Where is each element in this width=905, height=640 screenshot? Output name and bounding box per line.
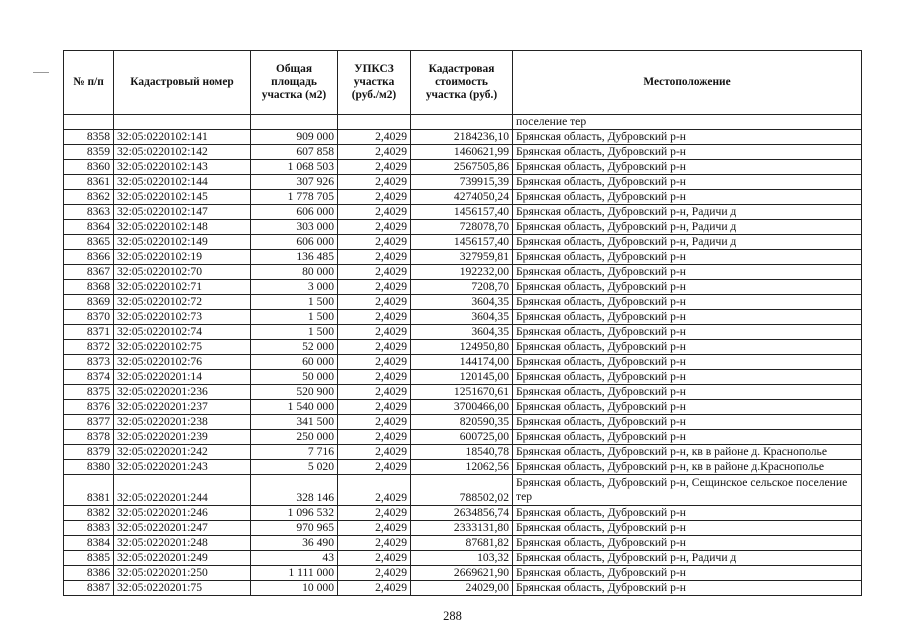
- cadastral-cost: 18540,78: [411, 445, 513, 460]
- plot-area: 909 000: [251, 130, 338, 145]
- upksz-value: 2,4029: [338, 400, 411, 415]
- cadastral-cost: 7208,70: [411, 280, 513, 295]
- row-number: 8368: [64, 280, 114, 295]
- cadastral-cost: 3604,35: [411, 310, 513, 325]
- cadastral-number: 32:05:0220102:147: [114, 205, 251, 220]
- header-cadastral: Кадастровый номер: [114, 51, 251, 115]
- row-number: 8384: [64, 536, 114, 551]
- table-row: [64, 220, 862, 235]
- plot-location: Брянская область, Дубровский р-н: [513, 430, 862, 445]
- plot-area: 7 716: [251, 445, 338, 460]
- table-row: [64, 400, 862, 415]
- row-number: 8370: [64, 310, 114, 325]
- table-row: [64, 415, 862, 430]
- cadastral-number: 32:05:0220102:144: [114, 175, 251, 190]
- plot-area: 136 485: [251, 250, 338, 265]
- table-row: [64, 130, 862, 145]
- table-row: [64, 175, 862, 190]
- cadastral-number: 32:05:0220201:75: [114, 581, 251, 596]
- plot-location: Брянская область, Дубровский р-н: [513, 385, 862, 400]
- row-number: 8360: [64, 160, 114, 175]
- row-number: 8371: [64, 325, 114, 340]
- plot-area: 307 926: [251, 175, 338, 190]
- plot-area: 10 000: [251, 581, 338, 596]
- cadastral-cost: 2634856,74: [411, 506, 513, 521]
- row-number: 8372: [64, 340, 114, 355]
- plot-area: 1 500: [251, 325, 338, 340]
- row-number: 8377: [64, 415, 114, 430]
- upksz-value: 2,4029: [338, 160, 411, 175]
- margin-mark: [33, 72, 49, 73]
- plot-location: Брянская область, Дубровский р-н: [513, 581, 862, 596]
- upksz-value: 2,4029: [338, 506, 411, 521]
- row-number: 8364: [64, 220, 114, 235]
- row-number: 8365: [64, 235, 114, 250]
- plot-location: Брянская область, Дубровский р-н: [513, 310, 862, 325]
- cadastral-cost: 3604,35: [411, 325, 513, 340]
- plot-location: Брянская область, Дубровский р-н, кв в районе д. Краснополье: [513, 445, 862, 460]
- plot-area: 250 000: [251, 430, 338, 445]
- plot-location: Брянская область, Дубровский р-н: [513, 521, 862, 536]
- plot-location: Брянская область, Дубровский р-н, Радичи д: [513, 220, 862, 235]
- plot-area: 50 000: [251, 370, 338, 385]
- row-number: 8376: [64, 400, 114, 415]
- plot-location: Брянская область, Дубровский р-н, Радичи д: [513, 551, 862, 566]
- cadastral-number: 32:05:0220201:248: [114, 536, 251, 551]
- plot-area: 1 500: [251, 295, 338, 310]
- plot-area: 520 900: [251, 385, 338, 400]
- land-plot-table: [63, 50, 862, 596]
- plot-area: 606 000: [251, 205, 338, 220]
- table-row: [64, 325, 862, 340]
- continuation-text: поселение тер: [513, 115, 862, 130]
- cadastral-cost: 12062,56: [411, 460, 513, 475]
- cadastral-number: 32:05:0220102:73: [114, 310, 251, 325]
- table-row: [64, 430, 862, 445]
- row-number: 8363: [64, 205, 114, 220]
- upksz-value: 2,4029: [338, 581, 411, 596]
- plot-location: Брянская область, Дубровский р-н: [513, 506, 862, 521]
- upksz-value: 2,4029: [338, 235, 411, 250]
- cadastral-number: 32:05:0220102:143: [114, 160, 251, 175]
- cadastral-cost: 192232,00: [411, 265, 513, 280]
- table-row: [64, 566, 862, 581]
- cadastral-cost: 3700466,00: [411, 400, 513, 415]
- row-number: 8378: [64, 430, 114, 445]
- cadastral-cost: 87681,82: [411, 536, 513, 551]
- cadastral-cost: 2333131,80: [411, 521, 513, 536]
- continuation-row: [64, 115, 862, 130]
- upksz-value: 2,4029: [338, 175, 411, 190]
- upksz-value: 2,4029: [338, 370, 411, 385]
- plot-location: Брянская область, Дубровский р-н: [513, 325, 862, 340]
- upksz-value: 2,4029: [338, 130, 411, 145]
- cadastral-number: 32:05:0220102:74: [114, 325, 251, 340]
- cadastral-number: 32:05:0220102:149: [114, 235, 251, 250]
- table-row: [64, 581, 862, 596]
- row-number: 8373: [64, 355, 114, 370]
- plot-area: 1 540 000: [251, 400, 338, 415]
- upksz-value: 2,4029: [338, 325, 411, 340]
- upksz-value: 2,4029: [338, 385, 411, 400]
- upksz-value: 2,4029: [338, 310, 411, 325]
- table-row: [64, 205, 862, 220]
- cadastral-cost: 2184236,10: [411, 130, 513, 145]
- upksz-value: 2,4029: [338, 220, 411, 235]
- cadastral-cost: 124950,80: [411, 340, 513, 355]
- upksz-value: 2,4029: [338, 355, 411, 370]
- cadastral-cost: 728078,70: [411, 220, 513, 235]
- plot-location: Брянская область, Дубровский р-н, Сещинское сельское поселение тер: [513, 475, 862, 506]
- cadastral-number: 32:05:0220102:142: [114, 145, 251, 160]
- upksz-value: 2,4029: [338, 445, 411, 460]
- header-upksz: УПКСЗ участка (руб./м2): [338, 51, 411, 115]
- table-row: [64, 265, 862, 280]
- cadastral-number: 32:05:0220201:246: [114, 506, 251, 521]
- header-num: № п/п: [64, 51, 114, 115]
- plot-area: 36 490: [251, 536, 338, 551]
- continuation-blank: [251, 115, 338, 130]
- cadastral-number: 32:05:0220102:75: [114, 340, 251, 355]
- cadastral-cost: 1251670,61: [411, 385, 513, 400]
- continuation-blank: [338, 115, 411, 130]
- cadastral-number: 32:05:0220102:19: [114, 250, 251, 265]
- plot-area: 1 500: [251, 310, 338, 325]
- plot-location: Брянская область, Дубровский р-н: [513, 160, 862, 175]
- table-row: [64, 475, 862, 506]
- row-number: 8367: [64, 265, 114, 280]
- row-number: 8386: [64, 566, 114, 581]
- table-row: [64, 370, 862, 385]
- upksz-value: 2,4029: [338, 265, 411, 280]
- plot-location: Брянская область, Дубровский р-н: [513, 130, 862, 145]
- cadastral-cost: 103,32: [411, 551, 513, 566]
- plot-area: 43: [251, 551, 338, 566]
- cadastral-number: 32:05:0220201:238: [114, 415, 251, 430]
- upksz-value: 2,4029: [338, 551, 411, 566]
- row-number: 8379: [64, 445, 114, 460]
- cadastral-number: 32:05:0220201:236: [114, 385, 251, 400]
- row-number: 8361: [64, 175, 114, 190]
- plot-area: 1 068 503: [251, 160, 338, 175]
- plot-location: Брянская область, Дубровский р-н, кв в районе д.Краснополье: [513, 460, 862, 475]
- table-row: [64, 190, 862, 205]
- table-row: [64, 536, 862, 551]
- cadastral-number: 32:05:0220102:141: [114, 130, 251, 145]
- plot-area: 303 000: [251, 220, 338, 235]
- table-row: [64, 506, 862, 521]
- plot-area: 52 000: [251, 340, 338, 355]
- table-row: [64, 295, 862, 310]
- plot-area: 328 146: [251, 475, 338, 506]
- continuation-blank: [114, 115, 251, 130]
- upksz-value: 2,4029: [338, 536, 411, 551]
- upksz-value: 2,4029: [338, 280, 411, 295]
- plot-area: 606 000: [251, 235, 338, 250]
- table-header: [64, 51, 862, 115]
- plot-area: 3 000: [251, 280, 338, 295]
- cadastral-number: 32:05:0220201:250: [114, 566, 251, 581]
- row-number: 8375: [64, 385, 114, 400]
- table-row: [64, 280, 862, 295]
- cadastral-number: 32:05:0220102:76: [114, 355, 251, 370]
- cadastral-number: 32:05:0220102:148: [114, 220, 251, 235]
- plot-area: 1 096 532: [251, 506, 338, 521]
- plot-location: Брянская область, Дубровский р-н: [513, 370, 862, 385]
- row-number: 8369: [64, 295, 114, 310]
- upksz-value: 2,4029: [338, 430, 411, 445]
- cadastral-number: 32:05:0220201:14: [114, 370, 251, 385]
- cadastral-cost: 1456157,40: [411, 235, 513, 250]
- cadastral-cost: 120145,00: [411, 370, 513, 385]
- upksz-value: 2,4029: [338, 460, 411, 475]
- plot-location: Брянская область, Дубровский р-н: [513, 175, 862, 190]
- cadastral-cost: 24029,00: [411, 581, 513, 596]
- upksz-value: 2,4029: [338, 340, 411, 355]
- header-area: Общая площадь участка (м2): [251, 51, 338, 115]
- table-row: [64, 460, 862, 475]
- continuation-blank: [411, 115, 513, 130]
- plot-location: Брянская область, Дубровский р-н: [513, 536, 862, 551]
- plot-location: Брянская область, Дубровский р-н: [513, 566, 862, 581]
- plot-location: Брянская область, Дубровский р-н: [513, 250, 862, 265]
- plot-area: 80 000: [251, 265, 338, 280]
- plot-area: 1 111 000: [251, 566, 338, 581]
- cadastral-cost: 2567505,86: [411, 160, 513, 175]
- table-row: [64, 145, 862, 160]
- upksz-value: 2,4029: [338, 205, 411, 220]
- upksz-value: 2,4029: [338, 250, 411, 265]
- plot-location: Брянская область, Дубровский р-н, Радичи д: [513, 205, 862, 220]
- cadastral-cost: 739915,39: [411, 175, 513, 190]
- row-number: 8385: [64, 551, 114, 566]
- row-number: 8382: [64, 506, 114, 521]
- cadastral-number: 32:05:0220201:242: [114, 445, 251, 460]
- cadastral-cost: 788502,02: [411, 475, 513, 506]
- row-number: 8380: [64, 460, 114, 475]
- plot-area: 970 965: [251, 521, 338, 536]
- cadastral-cost: 600725,00: [411, 430, 513, 445]
- table-row: [64, 160, 862, 175]
- table-row: [64, 340, 862, 355]
- plot-area: 341 500: [251, 415, 338, 430]
- plot-location: Брянская область, Дубровский р-н: [513, 190, 862, 205]
- plot-location: Брянская область, Дубровский р-н: [513, 295, 862, 310]
- plot-location: Брянская область, Дубровский р-н: [513, 415, 862, 430]
- upksz-value: 2,4029: [338, 521, 411, 536]
- table-row: [64, 250, 862, 265]
- cadastral-cost: 327959,81: [411, 250, 513, 265]
- row-number: 8362: [64, 190, 114, 205]
- table-row: [64, 445, 862, 460]
- upksz-value: 2,4029: [338, 190, 411, 205]
- header-cost: Кадастровая стоимость участка (руб.): [411, 51, 513, 115]
- cadastral-cost: 820590,35: [411, 415, 513, 430]
- plot-location: Брянская область, Дубровский р-н, Радичи д: [513, 235, 862, 250]
- cadastral-number: 32:05:0220102:71: [114, 280, 251, 295]
- cadastral-number: 32:05:0220201:243: [114, 460, 251, 475]
- table-row: [64, 521, 862, 536]
- plot-location: Брянская область, Дубровский р-н: [513, 280, 862, 295]
- cadastral-cost: 144174,00: [411, 355, 513, 370]
- table-row: [64, 355, 862, 370]
- cadastral-cost: 1456157,40: [411, 205, 513, 220]
- continuation-blank: [64, 115, 114, 130]
- cadastral-number: 32:05:0220102:145: [114, 190, 251, 205]
- table-row: [64, 310, 862, 325]
- upksz-value: 2,4029: [338, 295, 411, 310]
- row-number: 8374: [64, 370, 114, 385]
- row-number: 8358: [64, 130, 114, 145]
- upksz-value: 2,4029: [338, 566, 411, 581]
- table-body: [64, 115, 862, 596]
- row-number: 8381: [64, 475, 114, 506]
- upksz-value: 2,4029: [338, 415, 411, 430]
- cadastral-number: 32:05:0220201:247: [114, 521, 251, 536]
- cadastral-number: 32:05:0220201:249: [114, 551, 251, 566]
- plot-location: Брянская область, Дубровский р-н: [513, 400, 862, 415]
- cadastral-cost: 4274050,24: [411, 190, 513, 205]
- plot-location: Брянская область, Дубровский р-н: [513, 355, 862, 370]
- plot-area: 607 858: [251, 145, 338, 160]
- cadastral-number: 32:05:0220102:70: [114, 265, 251, 280]
- header-location: Местоположение: [513, 51, 862, 115]
- page-number: 288: [443, 609, 462, 623]
- row-number: 8383: [64, 521, 114, 536]
- table-row: [64, 551, 862, 566]
- plot-location: Брянская область, Дубровский р-н: [513, 265, 862, 280]
- plot-location: Брянская область, Дубровский р-н: [513, 145, 862, 160]
- cadastral-cost: 1460621,99: [411, 145, 513, 160]
- cadastral-cost: 3604,35: [411, 295, 513, 310]
- plot-area: 5 020: [251, 460, 338, 475]
- upksz-value: 2,4029: [338, 145, 411, 160]
- cadastral-number: 32:05:0220201:244: [114, 475, 251, 506]
- plot-area: 60 000: [251, 355, 338, 370]
- cadastral-number: 32:05:0220102:72: [114, 295, 251, 310]
- cadastral-cost: 2669621,90: [411, 566, 513, 581]
- cadastral-number: 32:05:0220201:239: [114, 430, 251, 445]
- table-row: [64, 235, 862, 250]
- row-number: 8387: [64, 581, 114, 596]
- table-row: [64, 385, 862, 400]
- plot-location: Брянская область, Дубровский р-н: [513, 340, 862, 355]
- row-number: 8366: [64, 250, 114, 265]
- upksz-value: 2,4029: [338, 475, 411, 506]
- row-number: 8359: [64, 145, 114, 160]
- plot-area: 1 778 705: [251, 190, 338, 205]
- cadastral-number: 32:05:0220201:237: [114, 400, 251, 415]
